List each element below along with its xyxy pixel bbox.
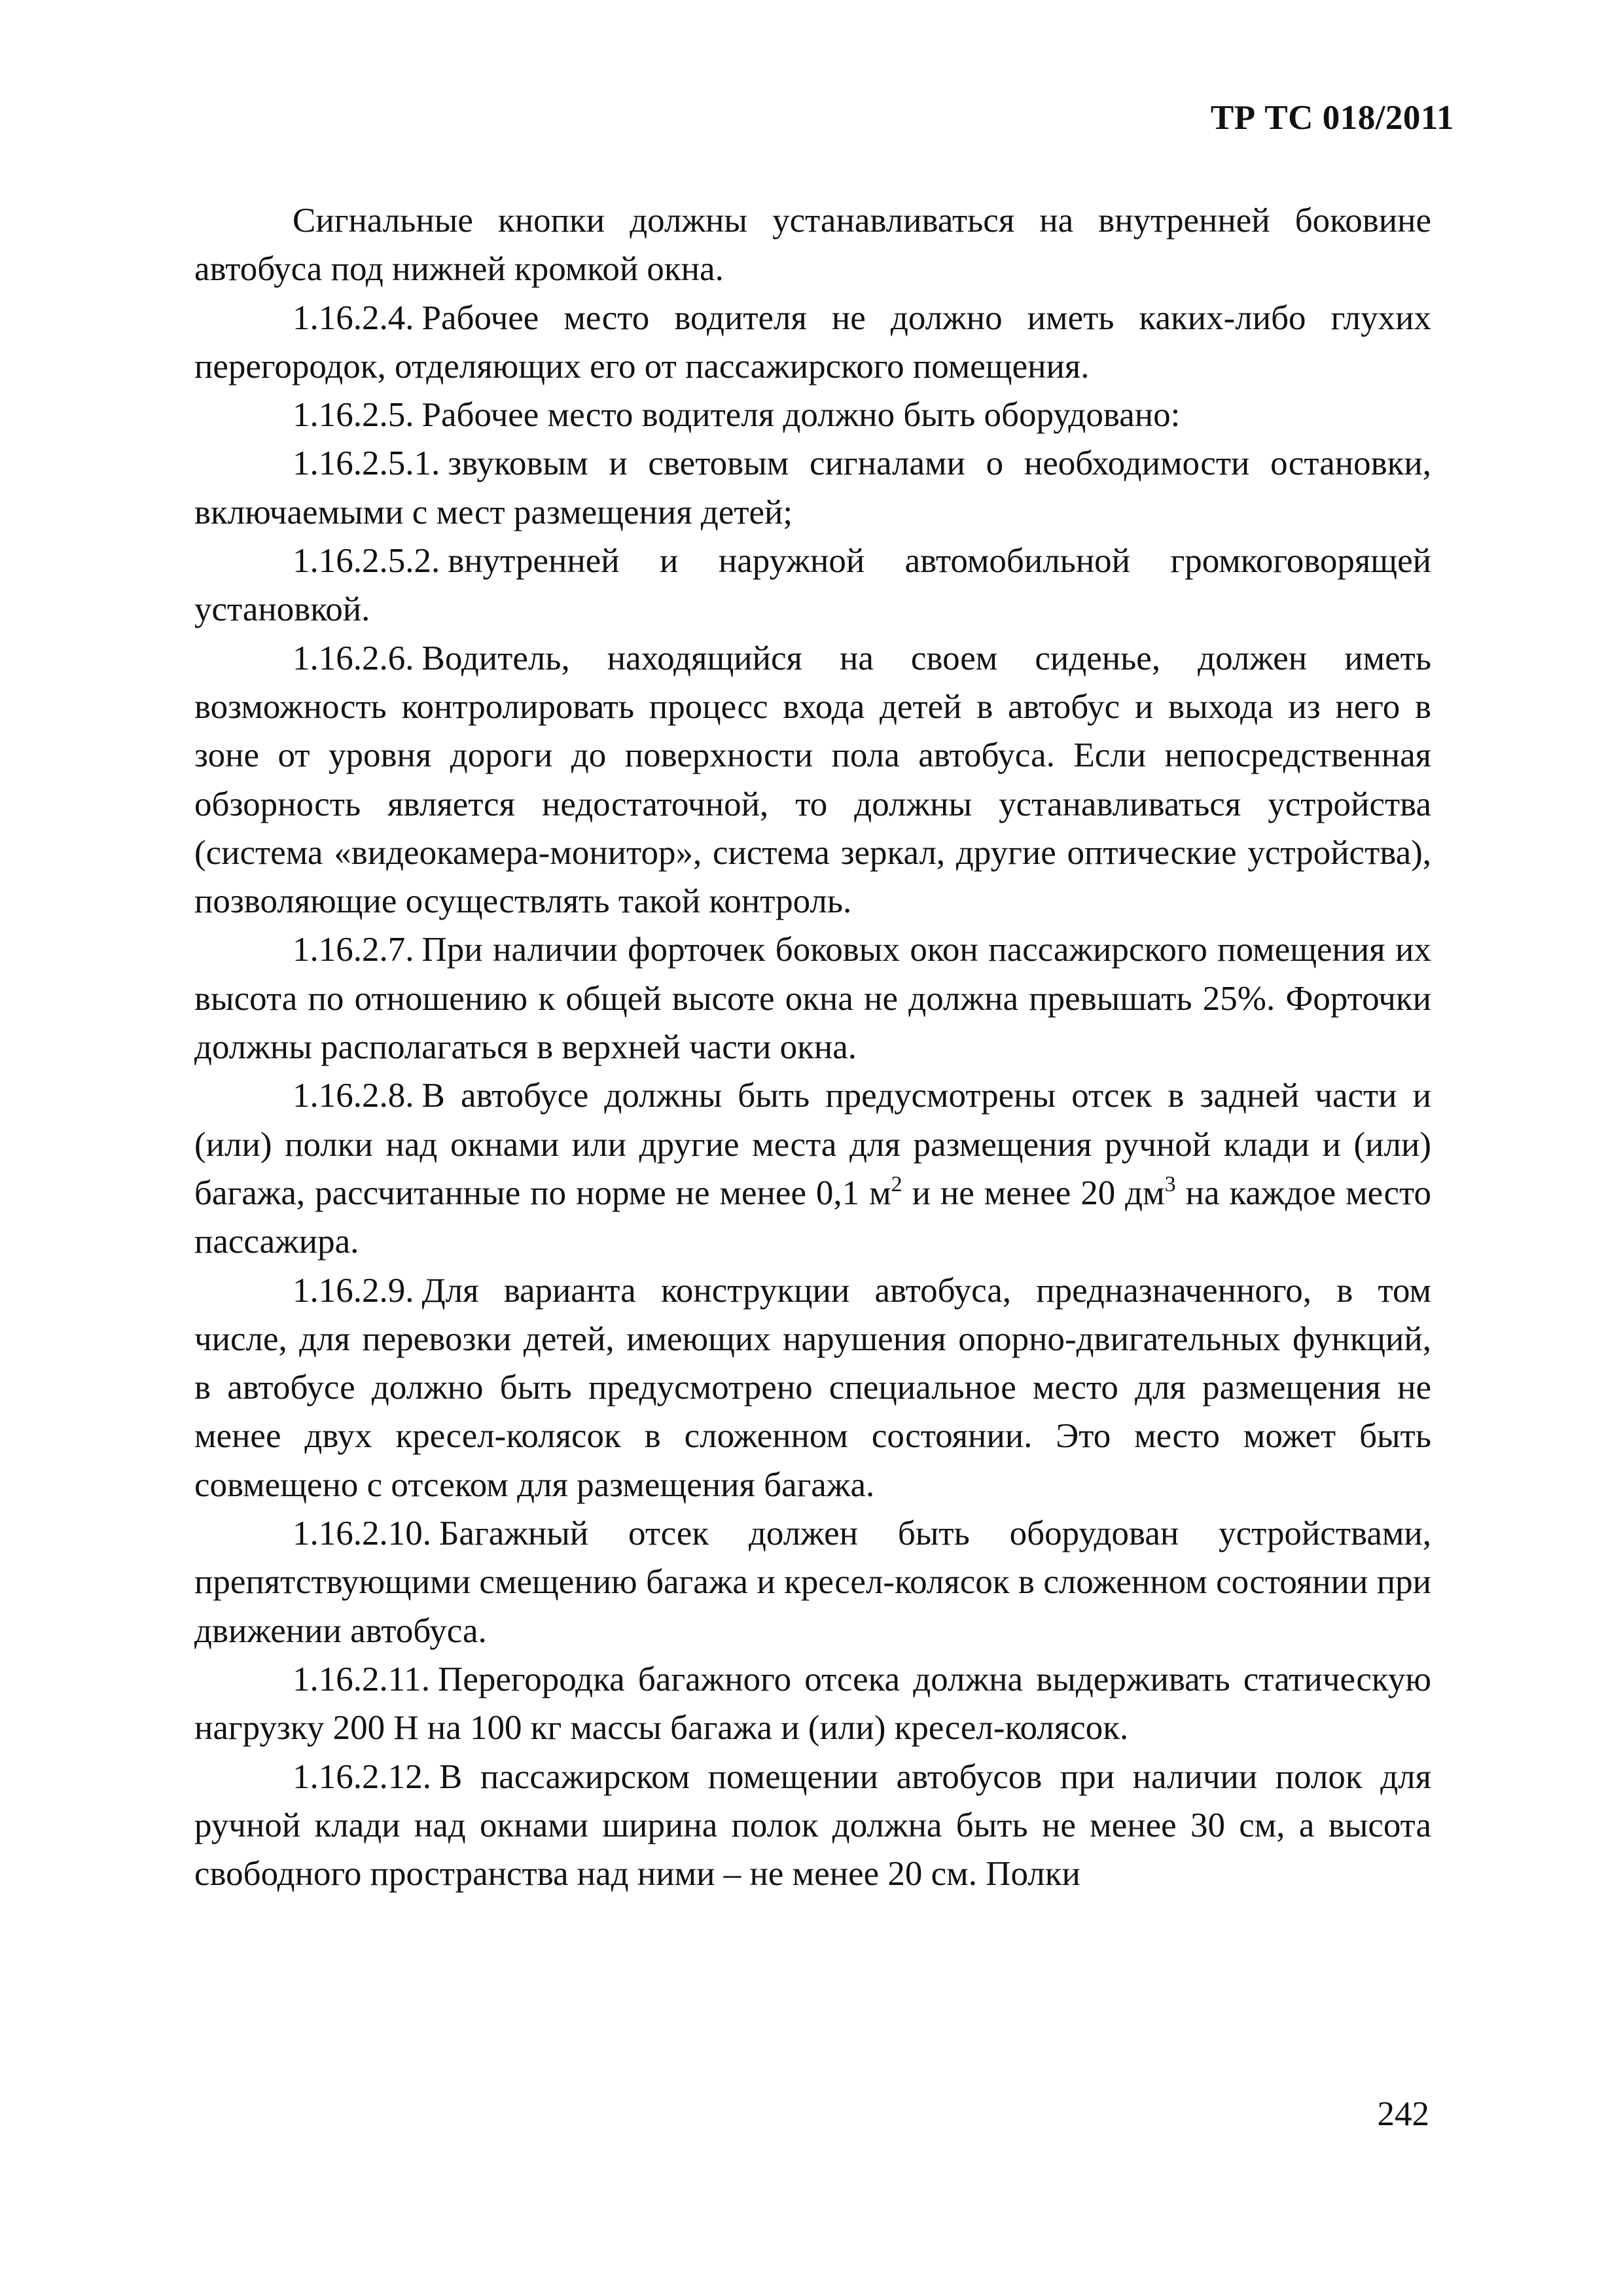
paragraph-1-16-2-7 (194, 925, 1431, 1071)
clause-number: 1.16.2.12. (293, 1757, 431, 1796)
paragraph-1-16-2-6 (194, 634, 1431, 926)
paragraph-text: Для варианта конструкции автобуса, предназначенного, в том числе, для перевозки детей, имеющих нарушения опорно-двигательных функций, в автобусе должно быть предусмотрено специальное место для размещения не менее двух кресел-колясок в сложенном состоянии. Это место может быть совмещено с отсеком для размещения багажа. (194, 1271, 1431, 1504)
paragraph-text: Водитель, находящийся на своем сиденье, должен иметь возможность контролировать процесс входа детей в автобус и выхода из него в зоне от уровня дороги до поверхности пола автобуса. Если непосредственная обзорность является недостаточной, то должны устанавливаться устройства (система «видеокамера-монитор», система зеркал, другие оптические устройства), позволяющие осуществлять такой контроль. (194, 639, 1431, 921)
paragraph-text: внутренней и наружной автомобильной громкоговорящей установкой. (194, 542, 1431, 629)
clause-number: 1.16.2.5.1. (293, 444, 440, 483)
clause-number: 1.16.2.6. (293, 639, 414, 677)
clause-number: 1.16.2.8. (293, 1077, 414, 1115)
paragraph-text: Багажный отсек должен быть оборудован устройствами, препятствующими смещению багажа и кресел-колясок в сложенном состоянии при движении автобуса. (194, 1515, 1431, 1650)
superscript-cube: 3 (1164, 1172, 1176, 1196)
paragraph-1-16-2-8 (194, 1071, 1431, 1266)
paragraph-text: и не менее 20 дм (902, 1174, 1165, 1212)
paragraph-text: Рабочее место водителя должно быть оборудовано: (421, 396, 1181, 435)
superscript-square: 2 (891, 1172, 902, 1196)
paragraph-1-16-2-4 (194, 294, 1431, 391)
paragraph-1-16-2-10 (194, 1509, 1431, 1655)
paragraph-1-16-2-5-2 (194, 537, 1431, 634)
paragraph-1-16-2-12 (194, 1753, 1431, 1899)
clause-number: 1.16.2.11. (293, 1660, 431, 1698)
paragraph-text: В пассажирском помещении автобусов при наличии полок для ручной клади над окнами ширина полок должна быть не менее 30 см, а высота свободного пространства над ними – не менее 20 см. Полки (194, 1757, 1431, 1893)
clause-number: 1.16.2.5.2. (293, 542, 440, 581)
paragraph-text: При наличии форточек боковых окон пассажирского помещения их высота по отношению к общей высоте окна не должна превышать 25%. Форточки должны располагаться в верхней части окна. (194, 931, 1431, 1067)
document-body (194, 196, 1431, 1898)
paragraph-text: звуковым и световым сигналами о необходимости остановки, включаемыми с мест размещения детей; (194, 444, 1431, 531)
clause-number: 1.16.2.4. (293, 298, 414, 337)
document-code-header: ТР ТС 018/2011 (1210, 99, 1454, 137)
paragraph-text: Рабочее место водителя не должно иметь каких-либо глухих перегородок, отделяющих его от пассажирского помещения. (194, 298, 1431, 386)
clause-number: 1.16.2.7. (293, 931, 414, 969)
clause-number: 1.16.2.5. (293, 396, 414, 435)
paragraph-text: на каждое место пассажира. (194, 1174, 1432, 1261)
paragraph-signal-buttons (194, 196, 1431, 294)
paragraph-1-16-2-9 (194, 1266, 1431, 1509)
paragraph-text: Сигнальные кнопки должны устанавливаться на внутренней боковине автобуса под нижней кромкой окна. (194, 202, 1431, 289)
paragraph-text: Перегородка багажного отсека должна выдерживать статическую нагрузку 200 Н на 100 кг массы багажа и (или) кресел-колясок. (194, 1660, 1431, 1748)
clause-number: 1.16.2.9. (293, 1271, 414, 1310)
paragraph-1-16-2-11 (194, 1655, 1431, 1753)
page-number: 242 (1377, 2095, 1429, 2133)
clause-number: 1.16.2.10. (293, 1515, 431, 1553)
paragraph-text: В автобусе должны быть предусмотрены отсек в задней части и (или) полки над окнами или другие места для размещения ручной клади и (или) багажа, рассчитанные по норме не менее 0,1 м (194, 1077, 1431, 1212)
paragraph-1-16-2-5-1 (194, 439, 1431, 537)
paragraph-1-16-2-5 (194, 391, 1431, 439)
